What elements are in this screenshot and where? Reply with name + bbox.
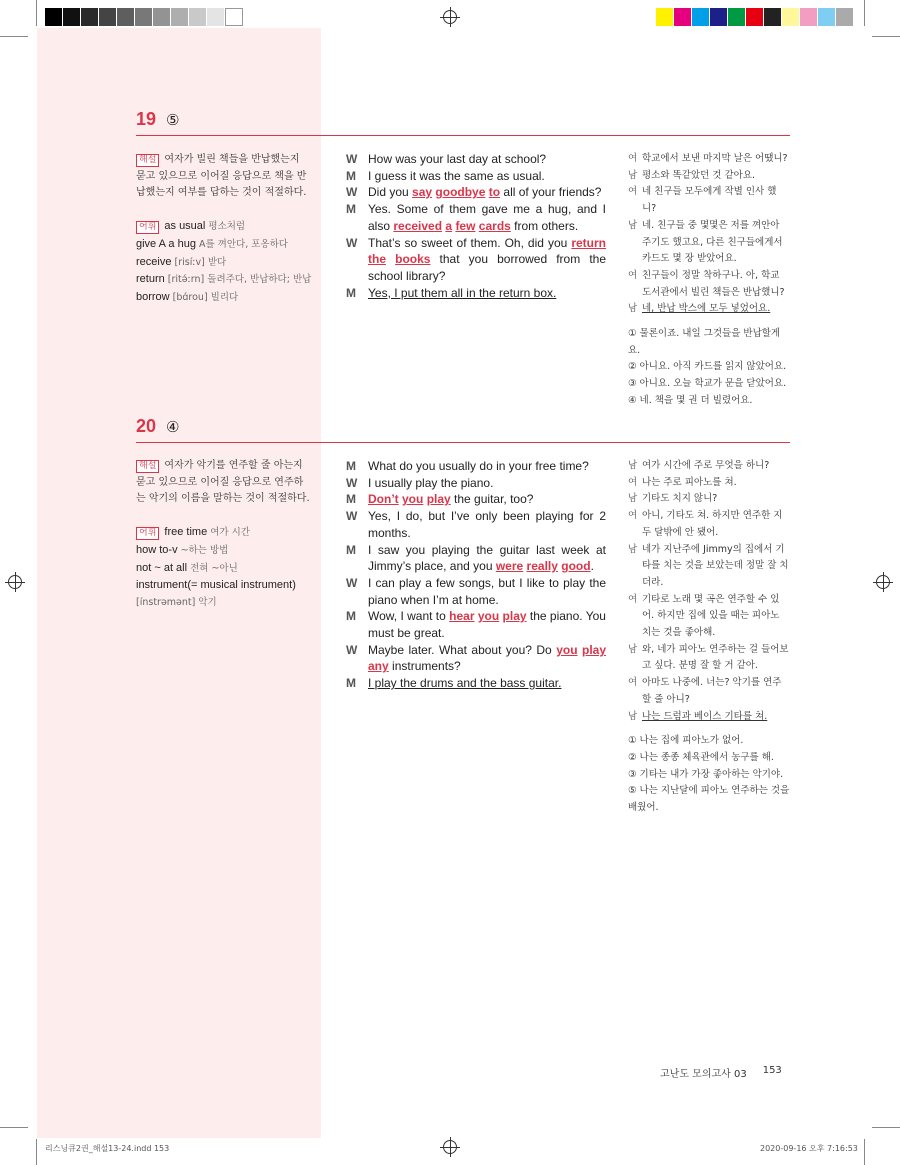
speaker-label: 여 [628, 677, 638, 689]
speaker-label: W [346, 185, 358, 200]
crop-mark [0, 1127, 28, 1128]
translation-text: 네 친구들 모두에게 작별 인사 했니? [642, 186, 777, 215]
crop-mark [36, 1139, 37, 1165]
explanation-text: 여자가 악기를 연주할 줄 아는지 묻고 있으므로 이어질 응답으로 연주하는 악기의 이름을 말하는 것이 적절하다. [136, 460, 310, 505]
translation-text: 나는 주로 피아노를 쳐. [642, 476, 737, 488]
dialogue-line [346, 542, 606, 575]
speaker-label: M [346, 609, 356, 624]
highlighted-word: hear [449, 609, 475, 624]
vocab-item [136, 236, 312, 254]
dialogue-line [346, 168, 606, 185]
highlighted-word: cards [478, 218, 511, 233]
crop-mark [864, 1139, 865, 1165]
dialogue-text: I saw you playing the guitar last week at Jimmy’s place, and you were really good. [368, 542, 606, 574]
vocab-item [136, 218, 312, 236]
vocab-list [136, 218, 312, 307]
speaker-label: 여 [628, 476, 638, 488]
vocab-item [136, 560, 312, 578]
vocab-korean: [bɑ́rou] 빌리다 [169, 291, 239, 303]
q19-explanation [136, 152, 312, 307]
dialogue-line [346, 491, 606, 508]
speaker-label: 여 [628, 510, 638, 522]
option-item: ② 아니요. 아직 카드를 읽지 않았어요. [628, 361, 787, 373]
dialogue-line [346, 201, 606, 234]
dialogue-text: I guess it was the same as usual. [368, 168, 545, 183]
dialogue-line [346, 608, 606, 641]
q19-dialogue [346, 151, 606, 301]
speaker-label: 여 [628, 269, 638, 281]
vocab-korean: 평소처럼 [205, 221, 246, 233]
speaker-label: M [346, 202, 356, 217]
q19-korean-translation [628, 151, 790, 410]
dialogue-line [346, 475, 606, 492]
option-item: ① 나는 집에 피아노가 없어. [628, 735, 744, 747]
translation-text: 네. 친구들 중 몇몇은 저를 껴안아 주기도 했고요, 다른 친구들에게서 카드도 몇 장 받았어요. [642, 219, 783, 265]
registration-mark-icon [8, 575, 22, 589]
dialogue-text: I usually play the piano. [368, 475, 494, 490]
dialogue-text: I can play a few songs, but I like to play the piano when I’m at home. [368, 575, 606, 607]
highlighted-word: the [368, 252, 386, 267]
option-item: ③ 아니요. 오늘 학교가 문을 닫았어요. [628, 378, 787, 390]
translation-line [628, 301, 790, 318]
translation-line [628, 168, 790, 185]
speaker-label: 남 [628, 543, 638, 555]
vocab-english: give A a hug [136, 237, 196, 250]
highlighted-word: you [556, 642, 578, 657]
highlighted-word: few [455, 218, 476, 233]
speaker-label: M [346, 542, 356, 557]
speaker-label: 남 [628, 169, 638, 181]
speaker-label: M [346, 459, 356, 473]
q20-dialogue [346, 458, 606, 692]
translation-line [628, 508, 790, 541]
footer-label: 고난도 모의고사 03 [660, 1069, 747, 1080]
speaker-label: M [346, 168, 356, 183]
dialogue-line [346, 184, 606, 201]
speaker-label: 남 [628, 303, 638, 315]
highlighted-word: return [571, 235, 606, 250]
translation-text: 친구들이 정말 착하구나. 아, 학교 도서관에서 빌린 책들은 반납했니? [642, 269, 785, 298]
registration-mark-icon [876, 575, 890, 589]
vocab-korean: [ínstrəmənt] 악기 [136, 596, 217, 608]
highlighted-word: to [488, 185, 501, 200]
translation-text: 아마도 나중에. 너는? 악기를 연주할 줄 아니? [642, 677, 782, 705]
explanation-tag: 해설 [136, 460, 159, 473]
answer-mark: ⑤ [166, 110, 180, 129]
speaker-label: W [346, 575, 358, 590]
highlighted-word: books [395, 252, 431, 267]
page-footer [660, 1065, 782, 1080]
vocab-item [136, 524, 312, 542]
highlighted-word: were [495, 559, 524, 574]
translation-line [628, 184, 790, 217]
option-item: ④ 네. 책을 몇 권 더 빌렸어요. [628, 394, 753, 406]
option-item: ③ 기타는 내가 가장 좋아하는 악기야. [628, 768, 784, 780]
dialogue-text: What do you usually do in your free time? [368, 459, 589, 473]
translation-line [628, 268, 790, 301]
print-slug-file: 리스닝큐2권_해설13-24.indd 153 [45, 1144, 170, 1153]
vocab-item [136, 542, 312, 560]
dialogue-line [346, 235, 606, 285]
highlighted-word: really [526, 559, 558, 574]
vocab-english: return [136, 273, 165, 286]
vocab-item [136, 271, 312, 289]
speaker-label: M [346, 676, 356, 691]
crop-mark [36, 0, 37, 26]
highlighted-word: play [502, 609, 527, 624]
translation-text: 나는 드럼과 베이스 기타를 쳐. [642, 710, 768, 722]
translation-line [628, 458, 790, 475]
highlighted-word: play [426, 492, 451, 507]
translation-text: 기타로 노래 몇 곡은 연주할 수 있어. 하지만 집에 있을 때는 피아노 치는 것을 좋아해. [642, 593, 780, 639]
speaker-label: 여 [628, 593, 638, 605]
dialogue-line [346, 675, 606, 692]
translation-line [628, 592, 790, 642]
answer-mark: ④ [166, 417, 180, 436]
speaker-label: 여 [628, 153, 638, 164]
option-item: ① 물론이죠. 내일 그것들을 반납할게요. [628, 328, 781, 356]
question-20-header [136, 416, 179, 437]
crop-mark [872, 36, 900, 37]
explanation-text: 여자가 빌린 책들을 반납했는지 묻고 있으므로 이어질 응답으로 책을 반납했는지 여부를 답하는 것이 적절하다. [136, 154, 307, 199]
option-item: ⑤ 나는 지난달에 피아노 연주하는 것을 배웠어. [628, 785, 790, 814]
grayscale-bar [45, 8, 243, 26]
registration-mark-icon [443, 10, 457, 24]
vocab-item [136, 577, 312, 595]
translation-text: 학교에서 보낸 마지막 날은 어땠니? [642, 153, 788, 164]
translation-text: 네, 반납 박스에 모두 넣었어요. [642, 303, 771, 315]
speaker-label: M [346, 492, 356, 507]
vocab-list [136, 524, 312, 612]
vocab-item [136, 254, 312, 272]
speaker-label: W [346, 152, 358, 166]
speaker-label: 남 [628, 460, 638, 471]
translation-text: 기타도 치지 않니? [642, 493, 718, 505]
translation-text: 와, 네가 피아노 연주하는 걸 들어보고 싶다. 분명 잘 할 거 같아. [642, 643, 789, 672]
vocab-english: instrument(= musical instrument) [136, 579, 296, 592]
vocab-english: borrow [136, 290, 170, 303]
section-rule [136, 442, 790, 443]
option-item: ② 나는 종종 체육관에서 농구를 해. [628, 751, 774, 763]
dialogue-text: Maybe later. What about you? Do you play any instruments? [368, 642, 607, 674]
highlighted-word: goodbye [435, 185, 486, 200]
translation-text: 아니, 기타도 쳐. 하지만 연주한 지 두 달밖에 안 됐어. [642, 510, 783, 538]
dialogue-line [346, 508, 606, 541]
dialogue-text: How was your last day at school? [368, 152, 547, 166]
dialogue-text: Yes. Some of them gave me a hug, and I also received a few cards from others. [368, 202, 606, 233]
translation-line [628, 218, 790, 268]
highlighted-word: good [561, 559, 591, 574]
answer-options [628, 326, 790, 410]
vocab-korean: [ritə́ːrn] 돌려주다, 반납하다; 반납 [164, 274, 312, 286]
dialogue-line [346, 151, 606, 168]
vocab-english: receive [136, 255, 172, 268]
question-number: 20 [136, 416, 157, 436]
vocab-item [136, 595, 312, 612]
dialogue-line [346, 642, 606, 675]
highlighted-word: received [393, 218, 443, 233]
question-number: 19 [136, 109, 157, 129]
speaker-label: W [346, 475, 358, 490]
crop-mark [864, 0, 865, 26]
vocab-english: not ~ at all [136, 561, 188, 574]
speaker-label: 남 [628, 710, 638, 722]
vocab-english: how to-v [136, 543, 178, 556]
vocab-english: free time [164, 526, 208, 539]
print-slug-date: 2020-09-16 오후 7:16:53 [760, 1144, 858, 1153]
speaker-label: W [346, 235, 358, 250]
q20-korean-translation [628, 458, 790, 817]
section-rule [136, 135, 790, 136]
answer-options [628, 733, 790, 817]
translation-line [628, 475, 790, 492]
translation-line [628, 675, 790, 708]
vocab-korean: ~하는 방법 [177, 544, 229, 556]
dialogue-text: I play the drums and the bass guitar. [368, 676, 562, 691]
dialogue-text: Yes, I put them all in the return box. [368, 285, 557, 300]
q20-explanation [136, 458, 312, 612]
vocab-tag: 어휘 [136, 527, 159, 540]
vocab-korean: 여가 시간 [207, 527, 250, 539]
dialogue-line [346, 285, 606, 302]
highlighted-word: you [402, 492, 424, 507]
registration-mark-icon [443, 1140, 457, 1154]
page-number: 153 [762, 1065, 782, 1076]
speaker-label: M [346, 285, 356, 300]
question-19-header [136, 109, 179, 130]
vocab-tag: 어휘 [136, 221, 159, 234]
highlighted-word: you [477, 609, 500, 624]
dialogue-text: Did you say goodbye to all of your friends? [368, 185, 602, 200]
highlighted-word: play [582, 642, 607, 657]
speaker-label: W [346, 642, 358, 657]
crop-mark [0, 36, 28, 37]
translation-text: 네가 지난주에 Jimmy의 집에서 기타를 치는 것을 보았는데 정말 잘 치더라. [642, 543, 789, 588]
vocab-korean: [risíːv] 받다 [171, 256, 227, 268]
speaker-label: 남 [628, 219, 638, 231]
translation-line [628, 542, 790, 592]
vocab-english: as usual [164, 220, 206, 233]
translation-line [628, 151, 790, 168]
dialogue-line [346, 575, 606, 608]
speaker-label: 남 [628, 643, 638, 655]
crop-mark [872, 1127, 900, 1128]
dialogue-text: Don’t you play the guitar, too? [368, 492, 534, 507]
vocab-korean: A를 껴안다, 포옹하다 [195, 238, 288, 250]
color-bar [656, 8, 854, 26]
speaker-label: 여 [628, 186, 638, 198]
explanation-tag: 해설 [136, 154, 159, 167]
speaker-label: 남 [628, 493, 638, 505]
highlighted-word: a [445, 218, 453, 233]
translation-text: 평소와 똑같았던 것 같아요. [642, 169, 756, 181]
dialogue-text: That’s so sweet of them. Oh, did you return the books that you borrowed from the school library? [368, 235, 606, 283]
speaker-label: W [346, 509, 358, 524]
translation-line [628, 709, 790, 726]
translation-text: 여가 시간에 주로 무엇을 하니? [642, 460, 770, 471]
dialogue-line [346, 458, 606, 475]
vocab-item [136, 289, 312, 307]
translation-line [628, 491, 790, 508]
vocab-korean: 전혀 ~아닌 [187, 562, 238, 574]
translation-line [628, 642, 790, 675]
highlighted-word: say [412, 185, 433, 200]
highlighted-word: any [368, 659, 389, 674]
dialogue-text: Wow, I want to hear you play the piano. You must be great. [368, 609, 606, 641]
highlighted-word: Don’t [368, 492, 399, 507]
dialogue-text: Yes, I do, but I’ve only been playing for 2 months. [368, 509, 606, 540]
